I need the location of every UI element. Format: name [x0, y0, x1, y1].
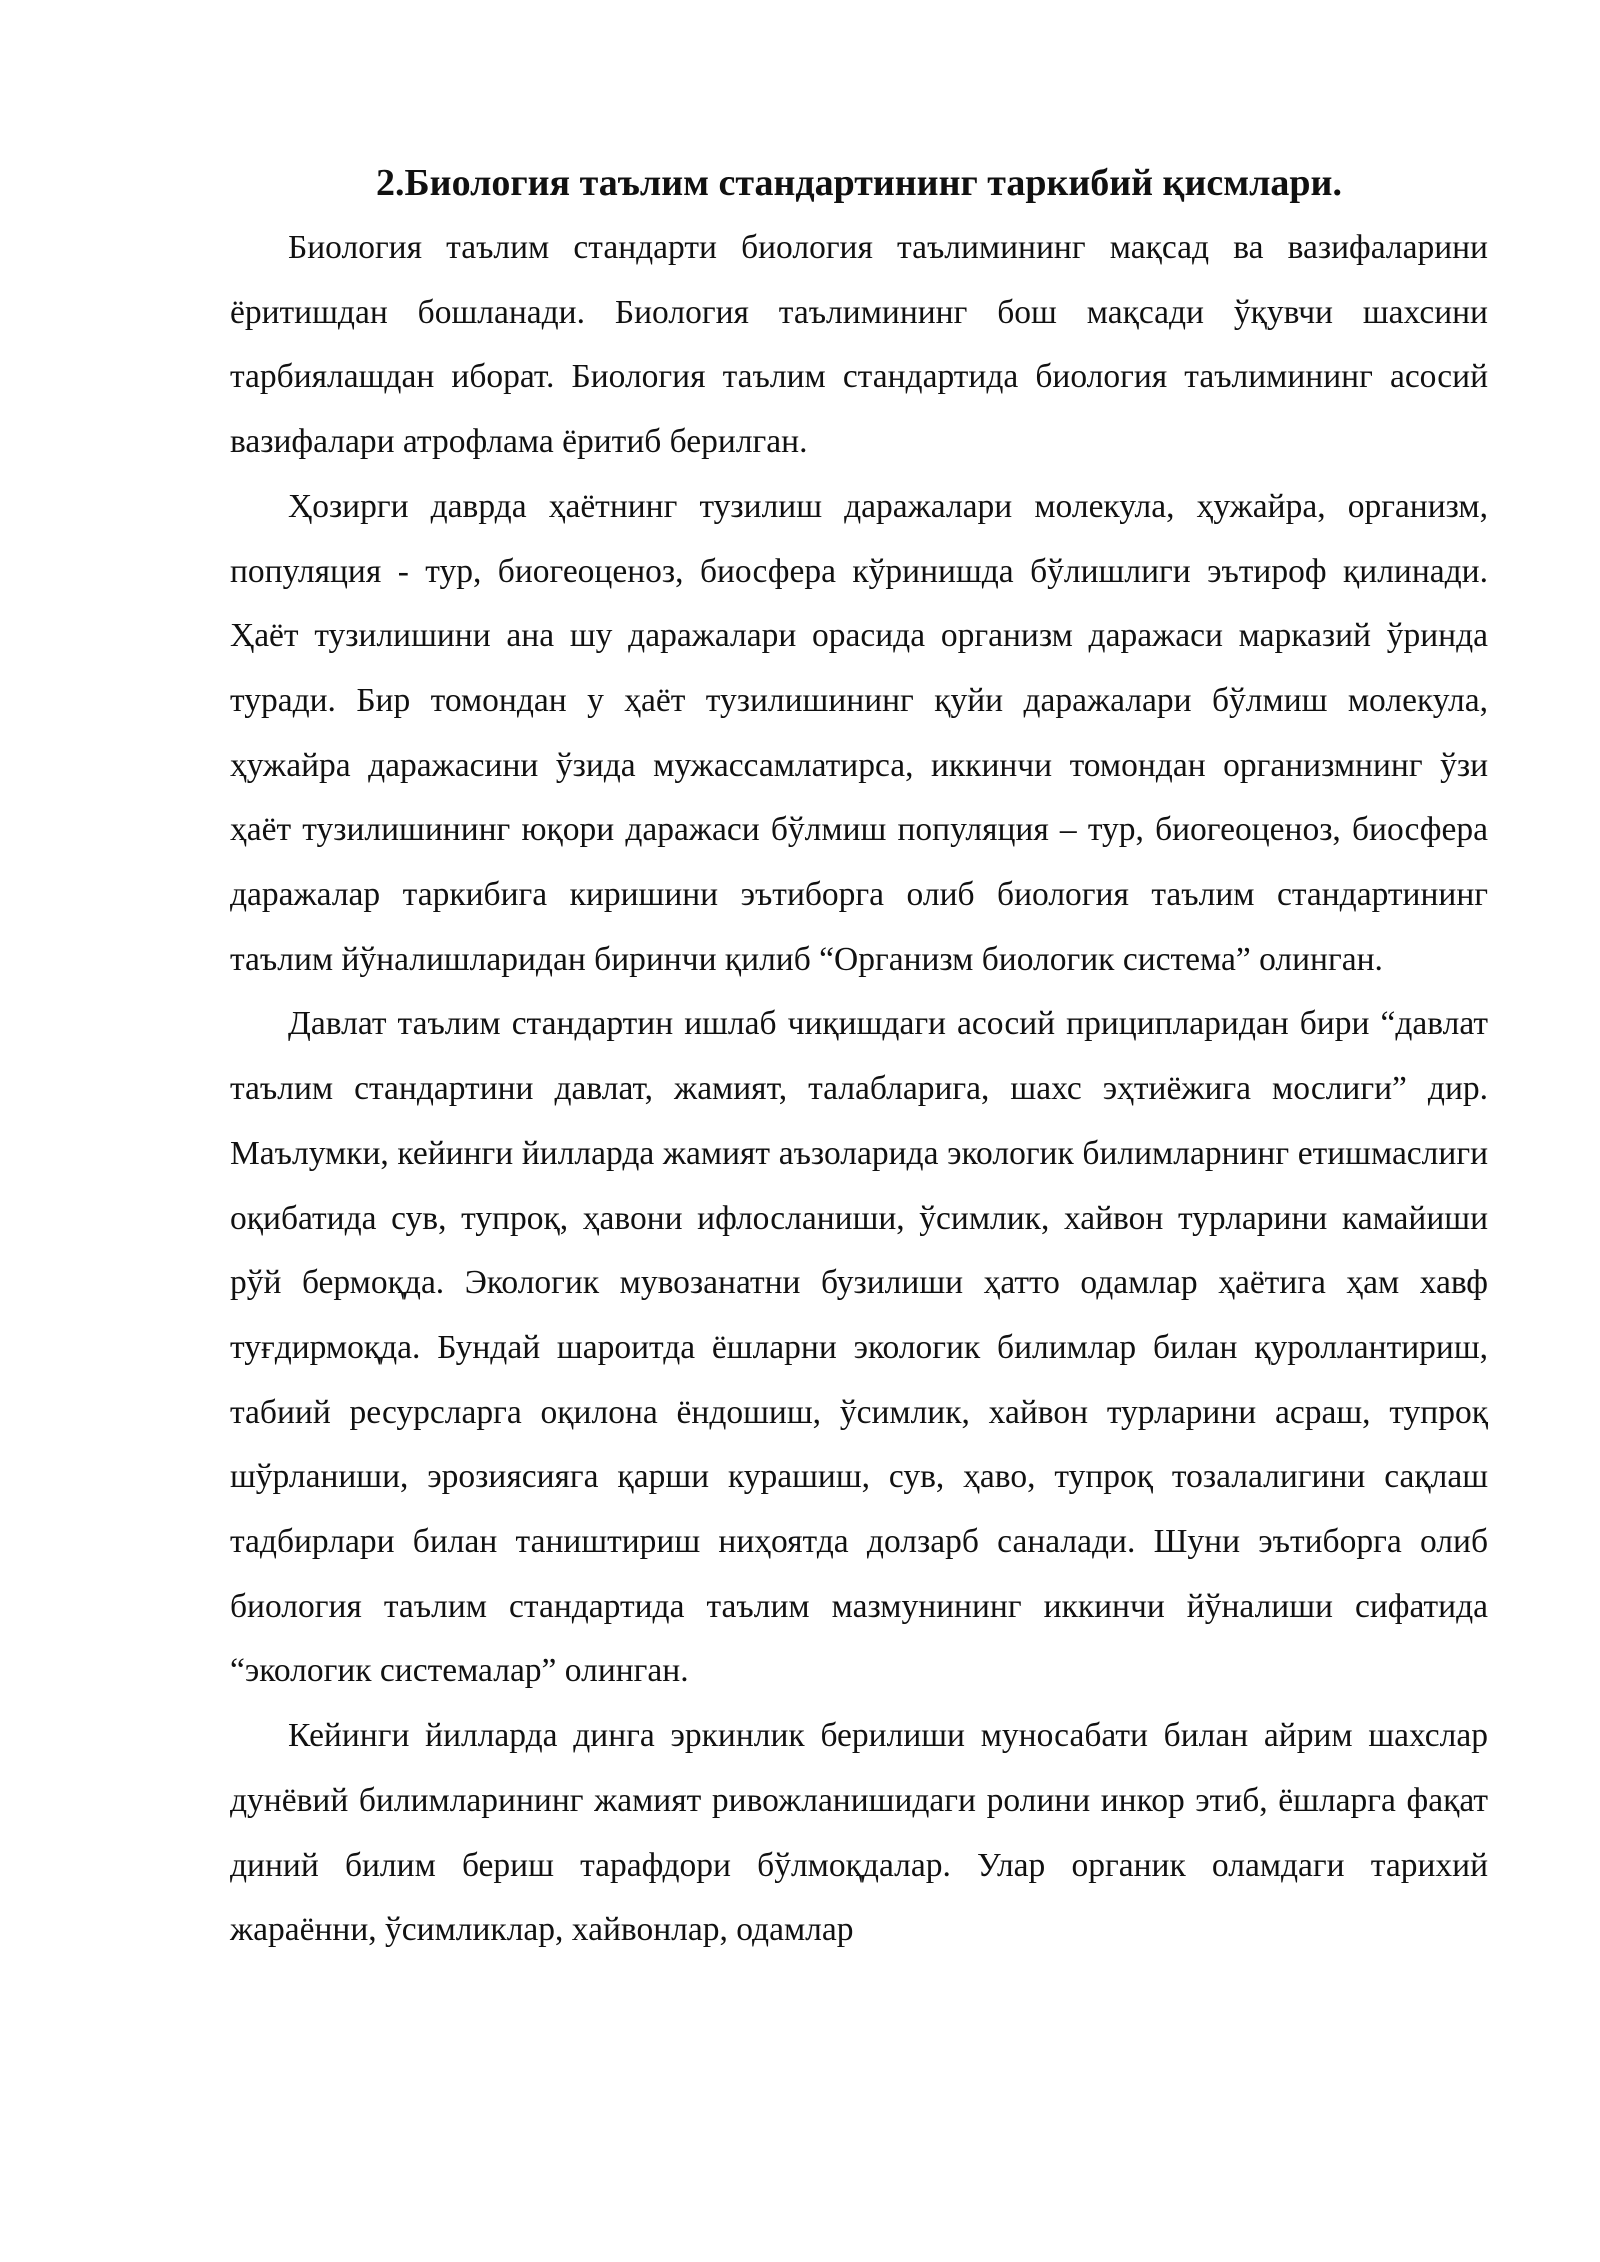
paragraph-2: Ҳозирги даврда ҳаётнинг тузилиш даражалари молекула, ҳужайра, организм, популяция - тур, биогеоценоз, биосфера кўринишда бўлишлиги эътироф қилинади. Ҳаёт тузилишини ана шу даражалари орасида организм даражаси марказий ўринда туради. Бир томондан у ҳаёт тузилишининг қуйи даражалари бўлмиш молекула, ҳужайра даражасини ўзида мужассамлатирса, иккинчи томондан организмнинг ўзи ҳаёт тузилишининг юқори даражаси бўлмиш популяция – тур, биогеоценоз, биосфера даражалар таркибига киришини эътиборга олиб биология таълим стандартининг таълим йўналишларидан биринчи қилиб “Организм биологик система” олинган.: [230, 487, 1488, 978]
paragraph-1: Биология таълим стандарти биология таълимининг мақсад ва вазифаларини ёритишдан бошланади. Биология таълимининг бош мақсади ўқувчи шахсини тарбиялашдан иборат. Биология таълим стандартида биология таълимининг асосий вазифалари атрофлама ёритиб берилган.: [230, 229, 1488, 461]
paragraph-3: Давлат таълим стандартин ишлаб чиқишдаги асосий приципларидан бири “давлат таълим стандартини давлат, жамият, талабларига, шахс эҳтиёжига мослиги” дир. Маълумки, кейинги йилларда жамият аъзоларида экологик билимларнинг етишмаслиги оқибатида сув, тупроқ, ҳавони ифлосланиши, ўсимлик, хайвон турларини камайиши рўй бермоқда. Экологик мувозанатни бузилиши ҳатто одамлар ҳаётига ҳам хавф туғдирмоқда. Бундай шароитда ёшларни экологик билимлар билан қуроллантириш, табиий ресурсларга оқилона ёндошиш, ўсимлик, хайвон турларини асраш, тупроқ шўрланиши, эрозиясияга қарши курашиш, сув, ҳаво, тупроқ тозалалигини сақлаш тадбирлари билан таништириш ниҳоятда долзарб саналади. Шуни эътиборга олиб биология таълим стандартида таълим мазмунининг иккинчи йўналиши сифатида “экологик системалар” олинган.: [230, 1005, 1488, 1690]
document-body: [230, 150, 1488, 1963]
paragraph-4: Кейинги йилларда динга эркинлик берилиши муносабати билан айрим шахслар дунёвий билимларининг жамият ривожланишидаги ролини инкор этиб, ёшларга фақат диний билим бериш тарафдори бўлмоқдалар. Улар органик оламдаги тарихий жараённи, ўсимликлар, хайвонлар, одамлар: [230, 1717, 1488, 1949]
page-title: 2.Биология таълим стандартининг таркибий қисмлари.: [376, 162, 1342, 204]
